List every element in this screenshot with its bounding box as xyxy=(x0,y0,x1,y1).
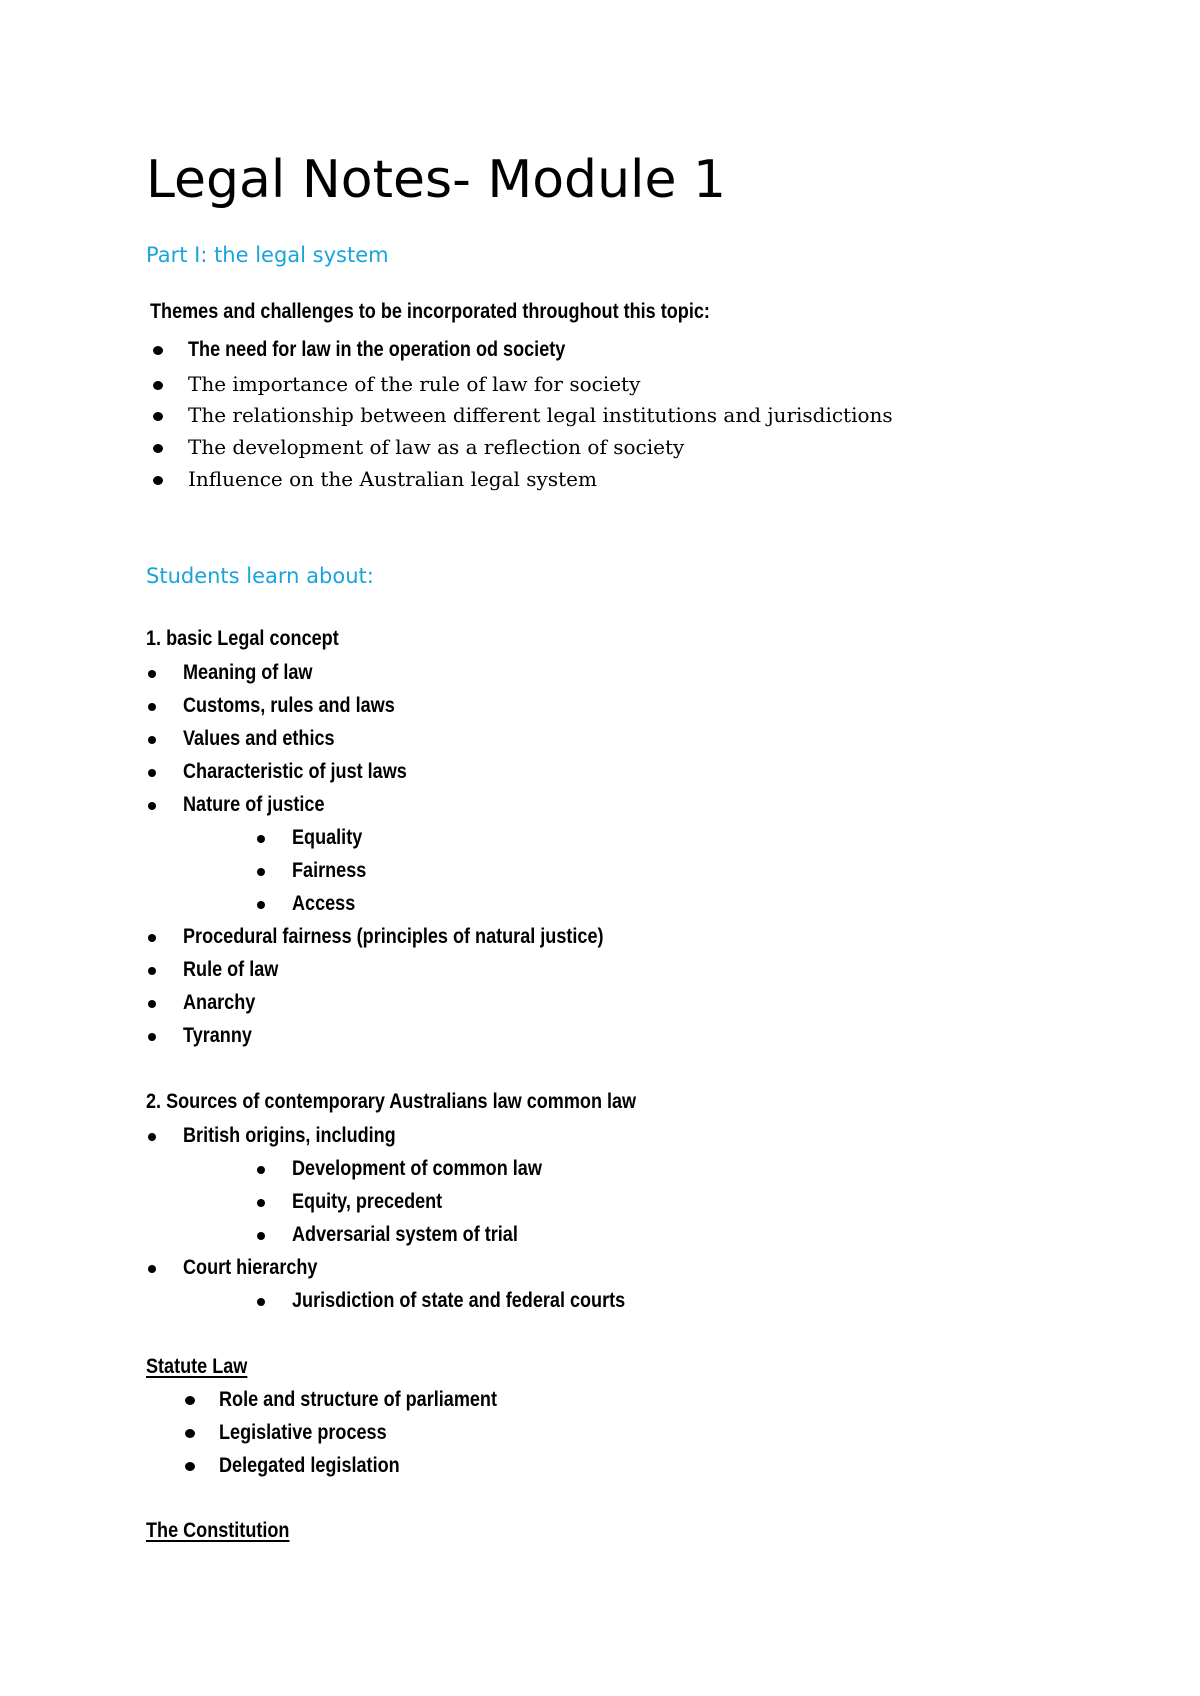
british-subitem: Development of common law xyxy=(292,1157,542,1180)
bullet-icon xyxy=(148,1033,156,1041)
bullet-icon xyxy=(148,670,156,678)
justice-subitem: Equality xyxy=(292,826,363,849)
theme-item: The relationship between different legal institutions and jurisdictions xyxy=(188,403,893,427)
bullet-icon xyxy=(148,802,156,810)
bullet-icon xyxy=(257,1166,265,1174)
bullet-icon xyxy=(257,901,265,909)
themes-intro: Themes and challenges to be incorporated throughout this topic: xyxy=(150,300,710,323)
theme-item: The need for law in the operation od society xyxy=(188,338,566,361)
bullet-icon xyxy=(148,736,156,744)
section1-item: Nature of justice xyxy=(183,793,325,816)
bullet-icon xyxy=(148,1000,156,1008)
bullet-icon xyxy=(153,476,163,485)
bullet-icon xyxy=(185,1462,195,1471)
bullet-icon xyxy=(148,703,156,711)
section1-item: Characteristic of just laws xyxy=(183,760,407,783)
bullet-icon xyxy=(257,1232,265,1240)
section2-item: British origins, including xyxy=(183,1124,396,1147)
bullet-icon xyxy=(153,381,163,390)
document-title: Legal Notes- Module 1 xyxy=(146,150,727,210)
bullet-icon xyxy=(148,1133,156,1141)
section1-item: Values and ethics xyxy=(183,727,335,750)
section2-heading: 2. Sources of contemporary Australians law common law xyxy=(146,1090,637,1113)
bullet-icon xyxy=(148,934,156,942)
bullet-icon xyxy=(257,1199,265,1207)
section1-item: Anarchy xyxy=(183,991,256,1014)
british-subitem: Equity, precedent xyxy=(292,1190,443,1213)
court-subitem: Jurisdiction of state and federal courts xyxy=(292,1289,626,1312)
bullet-icon xyxy=(257,868,265,876)
section1-item: Customs, rules and laws xyxy=(183,694,395,717)
theme-item: The importance of the rule of law for society xyxy=(188,372,641,396)
bullet-icon xyxy=(257,1298,265,1306)
bullet-icon xyxy=(148,1265,156,1273)
statute-heading: Statute Law xyxy=(146,1355,248,1378)
section1-heading: 1. basic Legal concept xyxy=(146,627,339,650)
bullet-icon xyxy=(153,444,163,453)
british-subitem: Adversarial system of trial xyxy=(292,1223,518,1246)
section1-item: Procedural fairness (principles of natural justice) xyxy=(183,925,604,948)
section1-item: Tyranny xyxy=(183,1024,252,1047)
bullet-icon xyxy=(185,1396,195,1405)
constitution-heading: The Constitution xyxy=(146,1519,290,1542)
bullet-icon xyxy=(148,769,156,777)
bullet-icon xyxy=(153,346,163,355)
statute-item: Legislative process xyxy=(219,1421,387,1444)
justice-subitem: Fairness xyxy=(292,859,367,882)
bullet-icon xyxy=(148,967,156,975)
section1-item: Rule of law xyxy=(183,958,279,981)
bullet-icon xyxy=(257,835,265,843)
justice-subitem: Access xyxy=(292,892,356,915)
section2-item: Court hierarchy xyxy=(183,1256,318,1279)
part-heading: Part I: the legal system xyxy=(146,243,389,267)
bullet-icon xyxy=(153,412,163,421)
section1-item: Meaning of law xyxy=(183,661,313,684)
theme-item: Influence on the Australian legal system xyxy=(188,467,597,491)
statute-item: Role and structure of parliament xyxy=(219,1388,497,1411)
theme-item: The development of law as a reflection of society xyxy=(188,435,685,459)
statute-item: Delegated legislation xyxy=(219,1454,400,1477)
bullet-icon xyxy=(185,1429,195,1438)
learn-heading: Students learn about: xyxy=(146,564,374,588)
